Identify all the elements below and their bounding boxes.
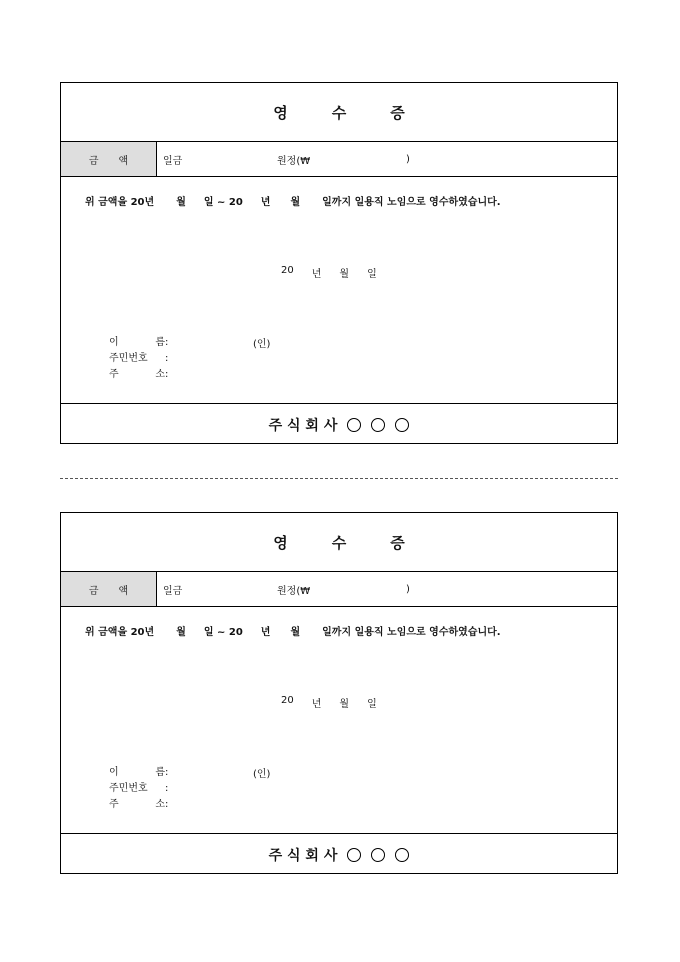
amount-label-char: 액	[118, 585, 129, 597]
name-label: 이	[109, 767, 119, 778]
receipt-body	[61, 177, 617, 404]
seal-mark: (인)	[253, 769, 271, 780]
company-name	[61, 404, 617, 446]
colon: :	[165, 783, 169, 794]
statement-part: 년	[260, 627, 271, 638]
amount-label-char: 액	[118, 155, 129, 167]
id-label: 주민번호	[109, 783, 148, 794]
circle-icon	[371, 848, 385, 862]
date-part: 20	[281, 695, 294, 706]
cut-line	[60, 478, 618, 479]
address-field[interactable]	[109, 797, 168, 813]
name-label: 이	[109, 337, 119, 348]
statement-part: 월	[290, 197, 301, 208]
receipt-body	[61, 607, 617, 834]
date-part: 일	[367, 699, 377, 710]
name-field[interactable]	[109, 765, 168, 781]
company-name	[61, 834, 617, 876]
amount-close: )	[406, 153, 410, 165]
amount-label-char: 금	[88, 585, 99, 597]
colon: :	[165, 337, 169, 348]
date-part: 20	[281, 265, 294, 276]
statement-part: 위 금액을 20년	[85, 197, 155, 208]
receipt-top	[60, 82, 618, 444]
company-label: 주 식 회 사	[268, 848, 338, 864]
id-field[interactable]	[109, 351, 168, 367]
receipt-title	[61, 513, 617, 572]
title-char: 수	[331, 103, 347, 122]
name-label: 름	[155, 337, 165, 348]
address-field[interactable]	[109, 367, 168, 383]
statement	[85, 193, 501, 208]
amount-prefix: 일금	[163, 155, 183, 167]
statement-part: 일까지 일용직 노임으로 영수하였습니다.	[322, 627, 501, 638]
circle-icon	[395, 418, 409, 432]
statement-part: 일 ~ 20	[203, 627, 243, 638]
address-label: 주	[109, 799, 119, 810]
address-label: 소	[155, 369, 165, 380]
date-line	[281, 265, 377, 280]
statement	[85, 623, 501, 638]
circle-icon	[347, 848, 361, 862]
title-char: 증	[390, 533, 405, 552]
colon: :	[165, 799, 169, 810]
colon: :	[165, 369, 169, 380]
name-field[interactable]	[109, 335, 168, 351]
id-field[interactable]	[109, 781, 168, 797]
amount-row	[61, 142, 617, 177]
amount-label-char: 금	[88, 155, 99, 167]
seal-mark: (인)	[253, 339, 271, 350]
signer-fields	[109, 335, 168, 383]
amount-close: )	[406, 583, 410, 595]
name-label: 름	[155, 767, 165, 778]
amount-value-field[interactable]	[157, 572, 617, 606]
company-label: 주 식 회 사	[268, 418, 338, 434]
title-char: 증	[390, 103, 405, 122]
amount-label	[61, 572, 157, 606]
date-line	[281, 695, 377, 710]
date-part: 월	[339, 699, 350, 710]
statement-part: 월	[176, 627, 186, 638]
colon: :	[165, 767, 169, 778]
statement-part: 년	[260, 197, 271, 208]
address-label: 주	[109, 369, 119, 380]
title-char: 수	[331, 533, 347, 552]
amount-row	[61, 572, 617, 607]
statement-part: 일 ~ 20	[203, 197, 243, 208]
title-char: 영	[273, 103, 288, 122]
address-label: 소	[155, 799, 165, 810]
receipt-title	[61, 83, 617, 142]
amount-won: 원정(₩	[277, 585, 311, 597]
date-part: 일	[367, 269, 377, 280]
colon: :	[165, 353, 169, 364]
circle-icon	[371, 418, 385, 432]
circle-icon	[347, 418, 361, 432]
signer-fields	[109, 765, 168, 813]
statement-part: 월	[290, 627, 301, 638]
date-part: 년	[311, 699, 322, 710]
statement-part: 월	[176, 197, 186, 208]
amount-label	[61, 142, 157, 176]
title-char: 영	[273, 533, 288, 552]
amount-won: 원정(₩	[277, 155, 311, 167]
amount-value-field[interactable]	[157, 142, 617, 176]
receipt-bottom	[60, 512, 618, 874]
circle-icon	[395, 848, 409, 862]
amount-prefix: 일금	[163, 585, 183, 597]
date-part: 월	[339, 269, 350, 280]
date-part: 년	[311, 269, 322, 280]
id-label: 주민번호	[109, 353, 148, 364]
statement-part: 일까지 일용직 노임으로 영수하였습니다.	[322, 197, 501, 208]
statement-part: 위 금액을 20년	[85, 627, 155, 638]
